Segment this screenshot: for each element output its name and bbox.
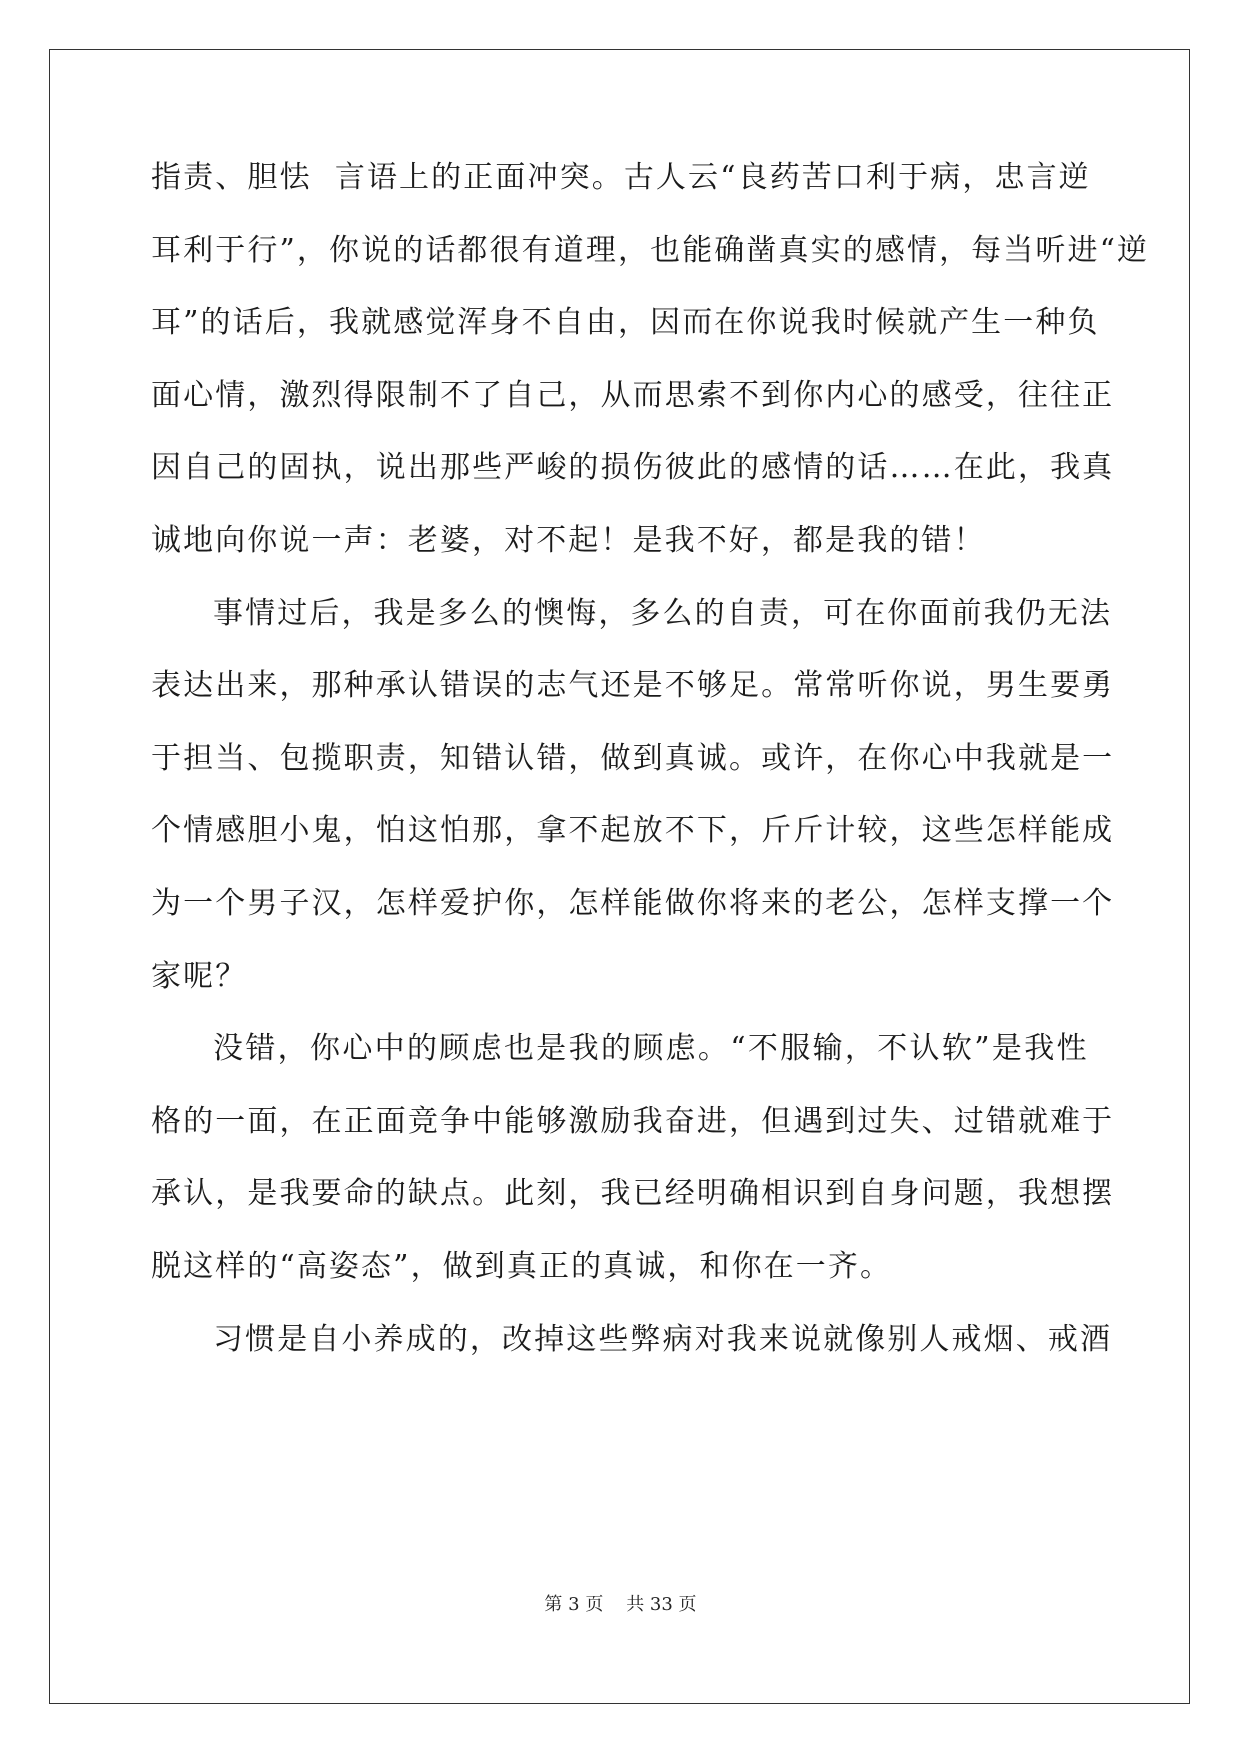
text-line: 承 认 ， 是 我 要 命 的 缺 点 。 此 刻 ， 我 已 经 明 确 相 识 到 自 身 问 题 ， 我 想 摆	[151, 1176, 1115, 1212]
text-line: 面 心 情 ， 激 烈 得 限 制 不 了 自 己 ， 从 而 思 索 不 到 你 内 心 的 感 受 ， 往 往 正	[151, 377, 1115, 413]
text-line: 于 担 当 、 包 揽 职 责 ， 知 错 认 错 ， 做 到 真 诚 。 或 许 ， 在 你 心 中 我 就 是 一	[151, 740, 1115, 776]
text-line: 没 错 ， 你 心 中 的 顾 虑 也 是 我 的 顾 虑 。 “ 不 服 输 ， 不 认 软 ” 是 我 性	[213, 1031, 1089, 1067]
page-footer	[0, 1590, 1241, 1616]
text-line: 格 的 一 面 ， 在 正 面 竞 争 中 能 够 激 励 我 奋 进 ， 但 遇 到 过 失 、 过 错 就 难 于	[151, 1103, 1115, 1139]
text-line: 耳 利 于 行 ” ， 你 说 的 话 都 很 有 道 理 ， 也 能 确 凿 真 实 的 感 情 ， 每 当 听 进 “ 逆	[151, 232, 1150, 268]
text-line: 习 惯 是 自 小 养 成 的 ， 改 掉 这 些 弊 病 对 我 来 说 就 像 别 人 戒 烟 、 戒 酒	[213, 1321, 1113, 1357]
page-number: 第 3 页 共 33 页	[544, 1594, 697, 1615]
text-line: 指 责 、 胆 怯 言 语 上 的 正 面 冲 突 。 古 人 云 “ 良 药 苦 口 利 于 病 ， 忠 言 逆	[151, 160, 1091, 195]
text-line: 个 情 感 胆 小 鬼 ， 怕 这 怕 那 ， 拿 不 起 放 不 下 ， 斤 斤 计 较 ， 这 些 怎 样 能 成	[151, 813, 1115, 849]
text-line: 表 达 出 来 ， 那 种 承 认 错 误 的 志 气 还 是 不 够 足 。 常 常 听 你 说 ， 男 生 要 勇	[151, 668, 1115, 704]
text-line: 事 情 过 后 ， 我 是 多 么 的 懊 悔 ， 多 么 的 自 责 ， 可 在 你 面 前 我 仍 无 法	[213, 595, 1113, 631]
text-line: 为 一 个 男 子 汉 ， 怎 样 爱 护 你 ， 怎 样 能 做 你 将 来 的 老 公 ， 怎 样 支 撑 一 个	[151, 885, 1115, 921]
text-line: 诚地向你说一声：老婆，对不起！是我不好，都是我的错！	[151, 522, 986, 558]
text-line: 脱这样的“高姿态”，做到真正的真诚，和你在一齐。	[151, 1248, 893, 1284]
text-line: 因 自 己 的 固 执 ， 说 出 那 些 严 峻 的 损 伤 彼 此 的 感 情 的 话 … … 在 此 ， 我 真	[151, 450, 1115, 486]
text-line: 耳 ” 的 话 后 ， 我 就 感 觉 浑 身 不 自 由 ， 因 而 在 你 说 我 时 候 就 产 生 一 种 负	[151, 305, 1100, 341]
text-line: 家呢？	[151, 958, 248, 994]
document-body	[151, 158, 1150, 1392]
